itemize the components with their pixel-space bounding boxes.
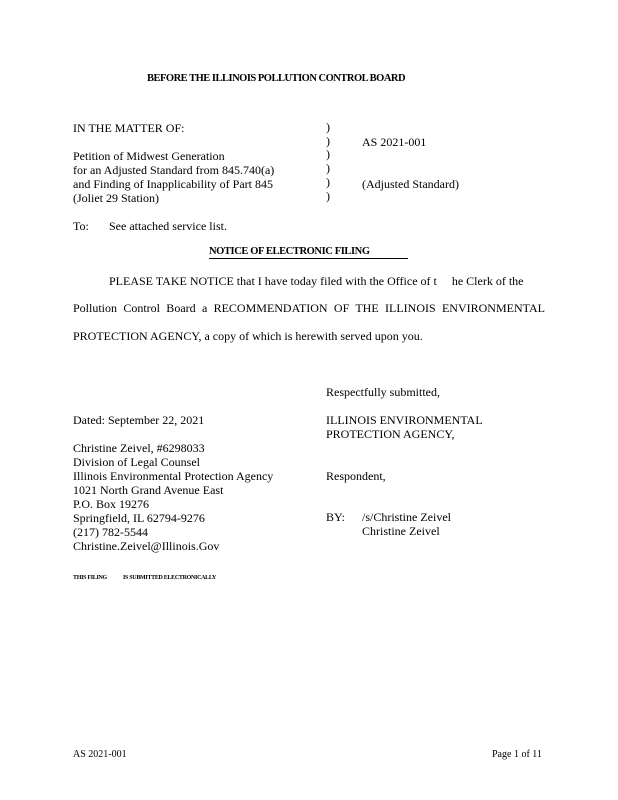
- caption-line: Petition of Midwest Generation: [73, 149, 225, 163]
- attorney-line: Illinois Environmental Protection Agency: [73, 469, 274, 483]
- by-label: BY:: [326, 510, 345, 524]
- caption-parens: [326, 121, 330, 203]
- paren: ): [326, 120, 330, 134]
- paren: ): [326, 147, 330, 162]
- caption-line: for an Adjusted Standard from 845.740(a): [73, 163, 275, 177]
- electronic-signature: /s/Christine Zeivel: [362, 510, 451, 524]
- agency-block: [326, 413, 483, 441]
- caption-line: and Finding of Inapplicability of Part 845: [73, 177, 273, 191]
- attorney-line: Division of Legal Counsel: [73, 455, 200, 469]
- paren: ): [326, 161, 330, 176]
- to-label: To:: [73, 219, 89, 233]
- attorney-line: Springfield, IL 62794-9276: [73, 511, 205, 525]
- board-heading: BEFORE THE ILLINOIS POLLUTION CONTROL BOARD: [147, 73, 406, 84]
- attorney-line: (217) 782-5544: [73, 525, 148, 539]
- attorney-line: Christine Zeivel, #6298033: [73, 441, 205, 455]
- case-type: (Adjusted Standard): [362, 177, 459, 191]
- signer-name: Christine Zeivel: [362, 524, 440, 538]
- paren: ): [326, 188, 330, 203]
- notice-line-3: PROTECTION AGENCY, a copy of which is herewith served upon you.: [73, 329, 423, 343]
- footer-case-number: AS 2021-001: [73, 749, 127, 760]
- closing: Respectfully submitted,: [326, 385, 440, 399]
- dated: Dated: September 22, 2021: [73, 413, 205, 427]
- filing-note: [73, 575, 216, 581]
- paren: ): [326, 174, 330, 189]
- attorney-line: P.O. Box 19276: [73, 497, 150, 511]
- filing-note-part2: IS SUBMITTED ELECTRONICALLY: [123, 575, 217, 581]
- footer-page-number: Page 1 of 11: [492, 749, 542, 760]
- notice-title: NOTICE OF ELECTRONIC FILING: [209, 246, 408, 259]
- notice-line-2: Pollution Control Board a RECOMMENDATION OF THE ILLINOIS ENVIRONMENTAL: [73, 301, 545, 315]
- respondent-label: Respondent,: [326, 469, 386, 483]
- caption-line: [73, 135, 274, 149]
- filing-note-part1: THIS FILING: [73, 575, 107, 581]
- by-signature: [362, 510, 451, 538]
- agency-line: PROTECTION AGENCY,: [326, 427, 455, 441]
- attorney-line: 1021 North Grand Avenue East: [73, 483, 224, 497]
- attorney-block: [73, 441, 273, 553]
- to-text: See attached service list.: [109, 219, 227, 233]
- agency-line: ILLINOIS ENVIRONMENTAL: [326, 413, 483, 427]
- caption-line: IN THE MATTER OF:: [73, 121, 185, 135]
- case-caption: [73, 121, 274, 205]
- attorney-email: Christine.Zeivel@Illinois.Gov: [73, 539, 220, 553]
- paren: ): [326, 133, 330, 148]
- caption-line: (Joliet 29 Station): [73, 191, 159, 205]
- notice-line-1: PLEASE TAKE NOTICE that I have today filed with the Office of t he Clerk of the: [109, 274, 524, 288]
- case-number: AS 2021-001: [362, 135, 427, 149]
